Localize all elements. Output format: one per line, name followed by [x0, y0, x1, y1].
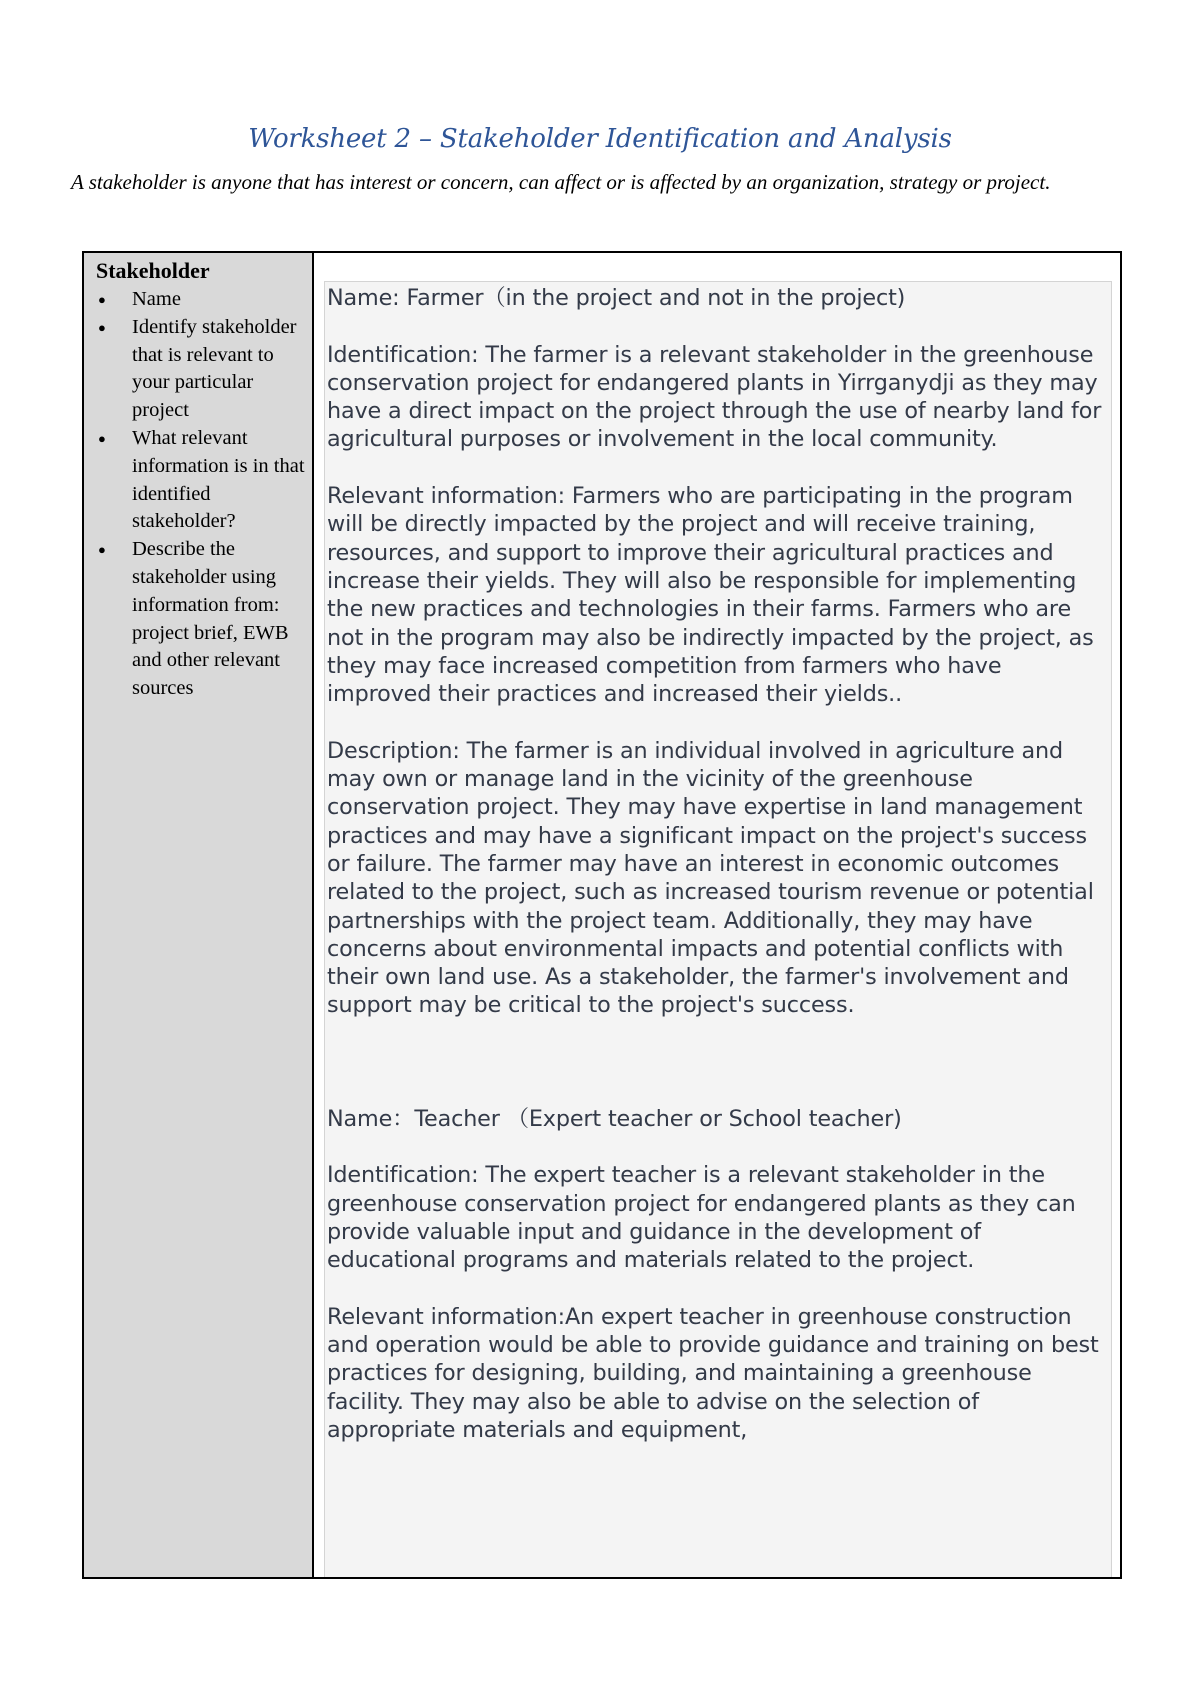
worksheet-title: Worksheet 2 – Stakeholder Identification and Analysis [248, 124, 952, 154]
prompt-item-describe: ● Describe the stakeholder using information from: project brief, EWB and other relevant sources [132, 536, 306, 703]
stakeholder-definition: A stakeholder is anyone that has interest or concern, can affect or is affected by an organization, strategy or project. [71, 170, 1051, 194]
prompt-item-relevant-info: ● What relevant information is in that identified stakeholder? [132, 425, 306, 536]
farmer-name: Name: Farmer（in the project and not in the project) [327, 285, 906, 311]
farmer-relevant-information: Relevant information: Farmers who are participating in the program will be directly impacted by the project and will receive training, resources, and support to improve their agricultural practices and increase their yields. They will also be responsible for implementing the new practices and technologies in their farms. Farmers who are not in the program may also be indirectly impacted by the project, as they may face increased competition from farmers who have improved their practices and increased their yields.. [327, 483, 1094, 708]
blank-gap [327, 1020, 1111, 1105]
farmer-description: Description: The farmer is an individual involved in agriculture and may own or manage land in the vicinity of the greenhouse conservation project. They may have expertise in land management practices and may have a significant impact on the project's success or failure. The farmer may have an interest in economic outcomes related to the project, such as increased tourism revenue or potential partnerships with the project team. Additionally, they may have concerns about environmental impacts and potential conflicts with their own land use. As a stakeholder, the farmer's involvement and support may be critical to the project's success. [327, 737, 1094, 1019]
answer-column [314, 253, 1120, 1577]
teacher-relevant-information: Relevant information:An expert teacher in greenhouse construction and operation would be able to provide guidance and training on best practices for designing, building, and maintaining a greenhouse facility. They may also be able to advise on the selection of appropriate materials and equipment, [327, 1303, 1099, 1443]
stakeholder-table [82, 251, 1122, 1579]
teacher-identification: Identification: The expert teacher is a relevant stakeholder in the greenhouse conservation project for endangered plants as they can provide valuable input and guidance in the development of educational programs and materials related to the project. [327, 1162, 1076, 1274]
prompt-item-identify: ● Identify stakeholder that is relevant to your particular project [132, 314, 306, 425]
answer-text-field[interactable] [324, 281, 1112, 1577]
prompt-column [84, 253, 314, 1577]
prompt-heading: Stakeholder [96, 258, 210, 283]
farmer-identification: Identification: The farmer is a relevant stakeholder in the greenhouse conservation project for endangered plants in Yirrganydji as they may have a direct impact on the project through the use of nearby land for agricultural purposes or involvement in the local community. [327, 341, 1102, 453]
prompt-list [96, 286, 306, 703]
teacher-name: Name：Teacher （Expert teacher or School teacher) [327, 1105, 902, 1132]
prompt-item-name: ● Name [132, 286, 306, 314]
